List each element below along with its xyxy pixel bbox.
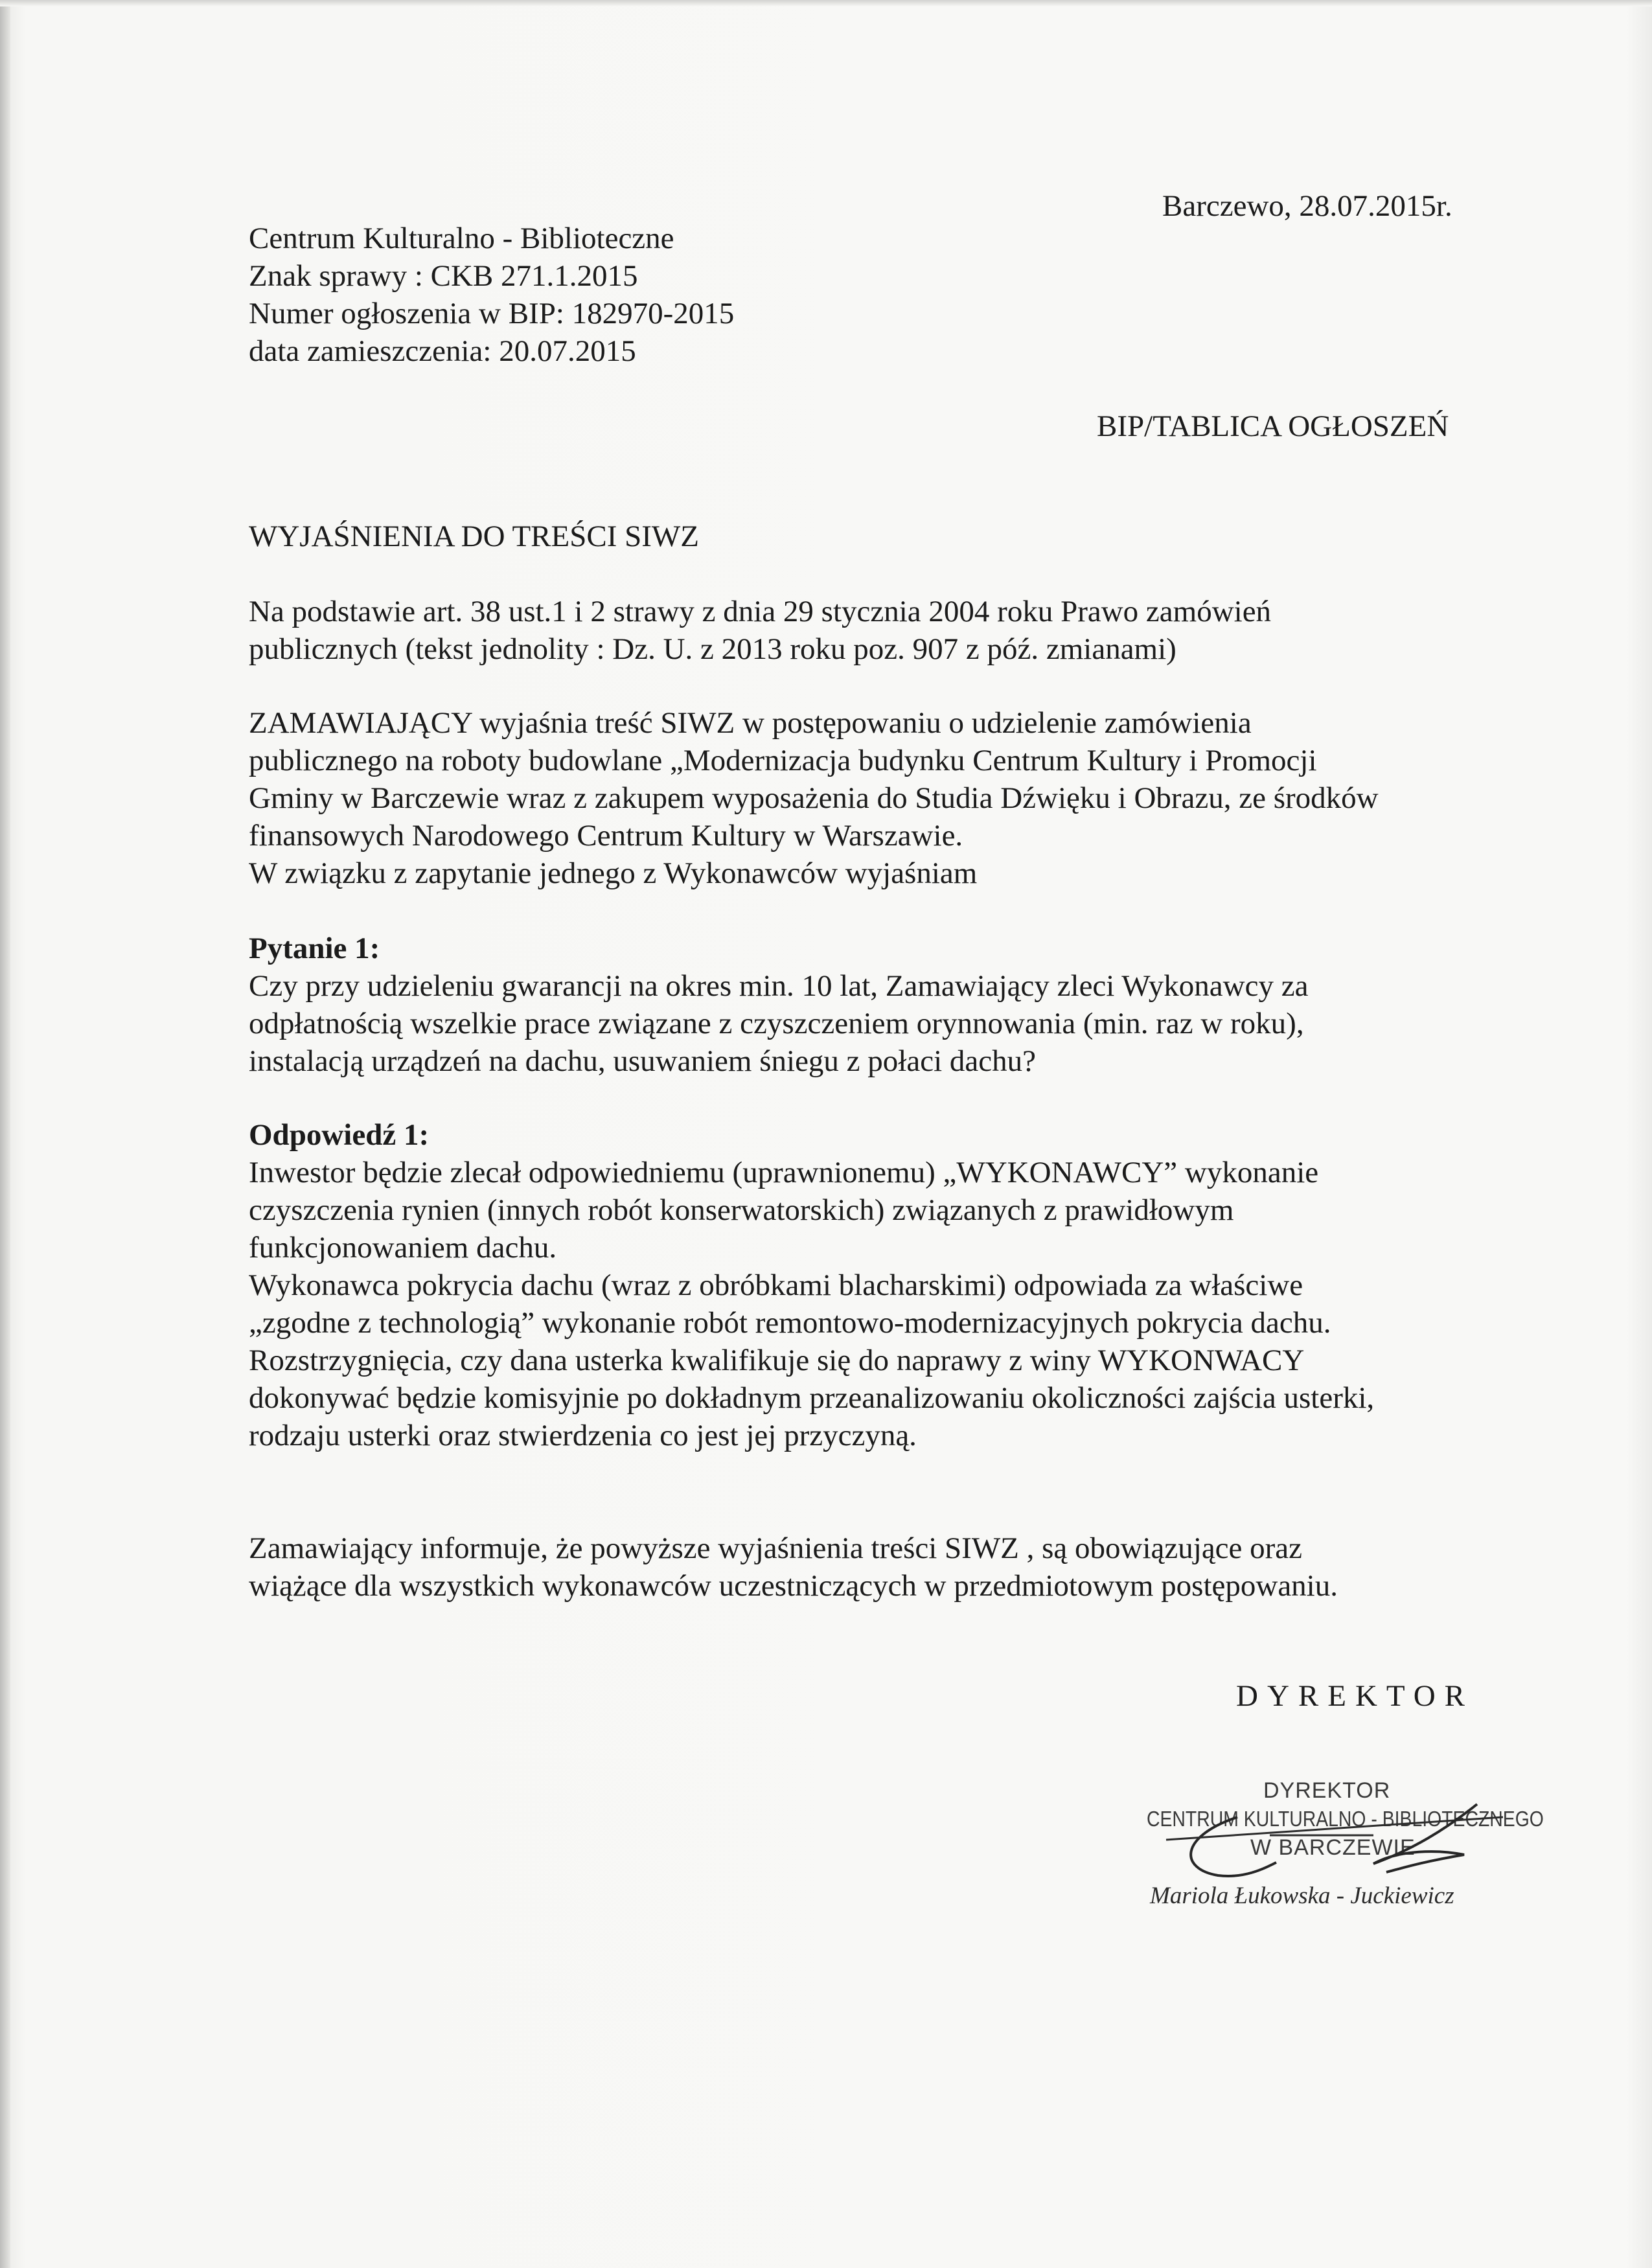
bip-number: Numer ogłoszenia w BIP: 182970-2015 bbox=[249, 297, 735, 330]
question-heading: Pytanie 1: bbox=[249, 932, 380, 965]
answer-line: dokonywać będzie komisyjnie po dokładnym przeanalizowaniu okoliczności zajścia usterki, bbox=[249, 1381, 1375, 1415]
closing-line: Zamawiający informuje, że powyższe wyjaśnienia treści SIWZ , są obowiązujące oraz bbox=[249, 1531, 1303, 1565]
publication-date: data zamieszczenia: 20.07.2015 bbox=[249, 334, 636, 368]
sender-org: Centrum Kulturalno - Biblioteczne bbox=[249, 222, 674, 255]
closing-line: wiążące dla wszystkich wykonawców uczestniczących w przedmiotowym postępowaniu. bbox=[249, 1569, 1338, 1603]
intro-line: W związku z zapytanie jednego z Wykonawców wyjaśniam bbox=[249, 856, 978, 890]
stamp-line: W BARCZEWIE bbox=[1250, 1835, 1416, 1860]
answer-line: Wykonawca pokrycia dachu (wraz z obróbkami blacharskimi) odpowiada za właściwe bbox=[249, 1268, 1303, 1302]
legal-basis-line: Na podstawie art. 38 ust.1 i 2 strawy z dnia 29 stycznia 2004 roku Prawo zamówień bbox=[249, 595, 1272, 628]
question-line: odpłatnością wszelkie prace związane z czyszczeniem orynnowania (min. raz w roku), bbox=[249, 1007, 1304, 1040]
answer-line: Rozstrzygnięcia, czy dana usterka kwalifikuje się do naprawy z winy WYKONWACY bbox=[249, 1344, 1305, 1377]
stamp-line: CENTRUM KULTURALNO - BIBLIOTECZNEGO bbox=[1147, 1807, 1544, 1831]
question-line: Czy przy udzieleniu gwarancji na okres min. 10 lat, Zamawiający zleci Wykonawcy za bbox=[249, 969, 1309, 1003]
answer-heading: Odpowiedź 1: bbox=[249, 1118, 430, 1152]
intro-line: publicznego na roboty budowlane „Modernizacja budynku Centrum Kultury i Promocji bbox=[249, 744, 1317, 777]
signoff-title: DYREKTOR bbox=[1236, 1679, 1474, 1713]
answer-line: czyszczenia rynien (innych robót konserwatorskich) związanych z prawidłowym bbox=[249, 1193, 1234, 1227]
answer-line: „zgodne z technologią” wykonanie robót remontowo-modernizacyjnych pokrycia dachu. bbox=[249, 1306, 1331, 1340]
legal-basis-line: publicznych (tekst jednolity : Dz. U. z 2013 roku poz. 907 z póź. zmianami) bbox=[249, 632, 1176, 666]
intro-line: ZAMAWIAJĄCY wyjaśnia treść SIWZ w postępowaniu o udzielenie zamówienia bbox=[249, 706, 1252, 740]
intro-line: Gminy w Barczewie wraz z zakupem wyposażenia do Studia Dźwięku i Obrazu, ze środków bbox=[249, 781, 1379, 815]
intro-line: finansowych Narodowego Centrum Kultury w Warszawie. bbox=[249, 819, 963, 853]
scan-shadow-left bbox=[0, 0, 10, 2268]
answer-line: funkcjonowaniem dachu. bbox=[249, 1231, 557, 1265]
recipient: BIP/TABLICA OGŁOSZEŃ bbox=[1097, 409, 1449, 443]
scan-shadow-top bbox=[0, 0, 1652, 6]
place-date: Barczewo, 28.07.2015r. bbox=[1162, 189, 1452, 223]
signatory-name: Mariola Łukowska - Juckiewicz bbox=[1150, 1883, 1454, 1909]
answer-line: Inwestor będzie zlecał odpowiedniemu (uprawnionemu) „WYKONAWCY” wykonanie bbox=[249, 1156, 1319, 1189]
answer-line: rodzaju usterki oraz stwierdzenia co jest jej przyczyną. bbox=[249, 1419, 917, 1452]
document-title: WYJAŚNIENIA DO TREŚCI SIWZ bbox=[249, 520, 699, 553]
case-number: Znak sprawy : CKB 271.1.2015 bbox=[249, 259, 638, 293]
stamp-line: DYREKTOR bbox=[1263, 1778, 1391, 1803]
question-line: instalacją urządzeń na dachu, usuwaniem śniegu z połaci dachu? bbox=[249, 1044, 1036, 1078]
